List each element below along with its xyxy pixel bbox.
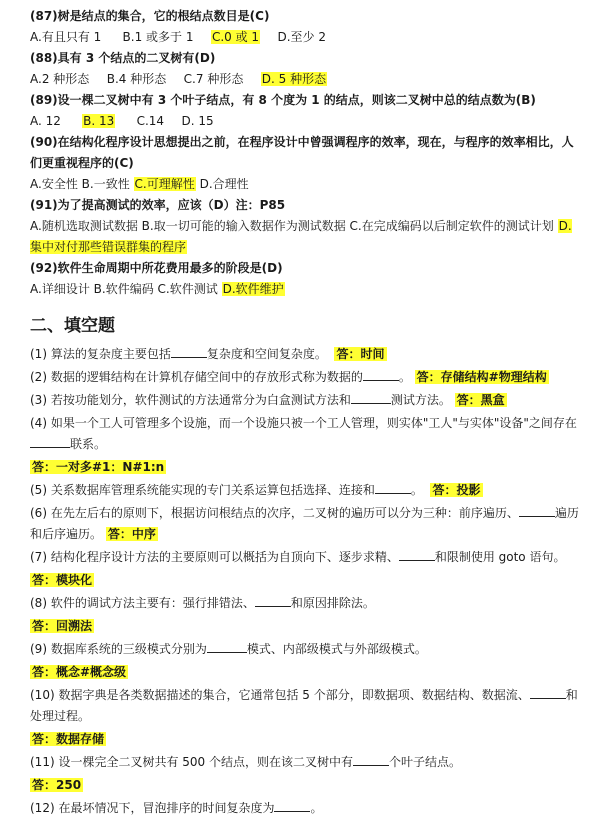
option-a: A.详细设计 (30, 282, 90, 296)
question-92: (92)软件生命周期中所花费用最多的阶段是(D) (30, 261, 283, 275)
answer-blank (399, 547, 435, 561)
option-a: A.有且只有 1 (30, 30, 102, 44)
option-a: A.安全性 (30, 177, 78, 191)
option-c: C.14 (136, 114, 165, 128)
options-91 (30, 216, 582, 258)
fill-question-8 (30, 593, 582, 614)
option-b: B.取一切可能的输入数据作为测试数据 (141, 219, 346, 233)
option-b: B.一致性 (81, 177, 130, 191)
answer-blank (30, 434, 70, 448)
question-text-tail: 。 (398, 370, 411, 384)
answer-label: 答：数据存储 (32, 732, 105, 746)
question-text: (10) 数据字典是各类数据描述的集合，它通常包括 5 个部分，即数据项、数据结构、数据流、 (30, 688, 530, 702)
answer-blank (351, 390, 391, 404)
answer-label: 答：投影 (432, 483, 481, 497)
question-text-tail: 个叶子结点。 (388, 755, 461, 769)
question-text: (11) 设一棵完全二叉树共有 500 个结点，则在该二叉树中有 (30, 755, 353, 769)
answer-label: 答：黑盒 (456, 393, 505, 407)
question-text-tail: 。 (310, 801, 323, 815)
question-text: (6) 在先左后右的原则下，根据访问根结点的次序，二叉树的遍历可以分为三种：前序遍历、 (30, 506, 519, 520)
option-a: A.随机选取测试数据 (30, 219, 138, 233)
question-87: (87)树是结点的集合，它的根结点数目是(C) (30, 9, 270, 23)
question-text-tail: 遍历和后序遍历。 (30, 506, 579, 541)
question-text-tail: 测试方法。 (390, 393, 451, 407)
answer-blank (519, 503, 555, 517)
options-88 (30, 69, 582, 90)
answer-row-4 (30, 457, 582, 478)
option-a: A. 12 (30, 114, 61, 128)
fill-question-2 (30, 367, 582, 388)
fill-question-3 (30, 390, 582, 411)
question-text: (5) 关系数据库管理系统能实现的专门关系运算包括选择、连接和 (30, 483, 375, 497)
option-d-answer: D.软件维护 (222, 282, 284, 296)
question-text-tail: 联系。 (70, 437, 107, 451)
options-92 (30, 279, 582, 300)
question-91: (91)为了提高测试的效率，应该（D）注：P85 (30, 198, 286, 212)
answer-row-7 (30, 570, 582, 591)
question-text: (4) 如果一个工人可管理多个设施，而一个设施只被一个工人管理，则实体"工人"与实体"设备"之间存在 (30, 416, 577, 430)
option-c: C.软件测试 (157, 282, 218, 296)
answer-label: 答：中序 (107, 527, 156, 541)
option-b: B.1 或多于 1 (122, 30, 194, 44)
question-text: (2) 数据的逻辑结构在计算机存储空间中的存放形式称为数据的 (30, 370, 363, 384)
answer-blank (530, 685, 566, 699)
answer-label: 答：一对多#1：N#1:n (32, 460, 165, 474)
question-text: (12) 在最坏情况下，冒泡排序的时间复杂度为 (30, 801, 275, 815)
option-b: B.软件编码 (93, 282, 154, 296)
option-b-answer: B. 13 (83, 114, 115, 128)
section-title: 二、填空题 (30, 316, 115, 336)
options-89 (30, 111, 582, 132)
answer-blank (375, 480, 411, 494)
answer-row-8 (30, 616, 582, 637)
question-text-tail: 和处理过程。 (30, 688, 578, 723)
option-d: D.至少 2 (277, 30, 326, 44)
option-d: D. 15 (181, 114, 214, 128)
question-89: (89)设一棵二叉树中有 3 个叶子结点，有 8 个度为 1 的结点，则该二叉树中总的结点数为(B) (30, 93, 536, 107)
fill-question-5 (30, 480, 582, 501)
answer-row-11 (30, 775, 582, 796)
answer-label: 答：模块化 (32, 573, 93, 587)
option-c-answer: C.0 或 1 (211, 30, 260, 44)
answer-blank (255, 593, 291, 607)
option-d: D.合理性 (199, 177, 249, 191)
question-text: (9) 数据库系统的三级模式分别为 (30, 642, 207, 656)
question-text: (7) 结构化程序设计方法的主要原则可以概括为自顶向下、逐步求精、 (30, 550, 399, 564)
answer-row-10 (30, 729, 582, 750)
fill-question-1 (30, 344, 582, 365)
fill-question-4 (30, 413, 582, 455)
answer-blank (353, 752, 389, 766)
fill-question-10 (30, 685, 582, 727)
answer-blank (363, 367, 399, 381)
question-text: (3) 若按功能划分，软件测试的方法通常分为白盒测试方法和 (30, 393, 351, 407)
option-a: A.2 种形态 (30, 72, 90, 86)
option-b: B.4 种形态 (106, 72, 167, 86)
option-d-answer: D. 5 种形态 (261, 72, 327, 86)
question-text-tail: 模式、内部级模式与外部级模式。 (246, 642, 427, 656)
option-d-answer: D.集中对付那些错误群集的程序 (30, 219, 572, 254)
question-text-tail: 和原因排除法。 (290, 596, 375, 610)
options-90 (30, 174, 582, 195)
option-c: C.在完成编码以后制定软件的测试计划 (349, 219, 554, 233)
question-90: (90)在结构化程序设计思想提出之前，在程序设计中曾强调程序的效率，现在，与程序的效率相比，人们更重视程序的(C) (30, 135, 574, 170)
fill-question-7 (30, 547, 582, 568)
answer-label: 答：250 (32, 778, 82, 792)
answer-blank (274, 798, 310, 812)
question-text: (8) 软件的调试方法主要有：强行排错法、 (30, 596, 255, 610)
question-text: (1) 算法的复杂度主要包括 (30, 347, 171, 361)
answer-blank (207, 639, 247, 653)
option-c-answer: C.可理解性 (134, 177, 195, 191)
fill-question-11 (30, 752, 582, 773)
fill-question-12 (30, 798, 582, 819)
question-88: (88)具有 3 个结点的二叉树有(D) (30, 51, 216, 65)
answer-label: 答：回溯法 (32, 619, 93, 633)
option-c: C.7 种形态 (183, 72, 244, 86)
question-text-tail: 和限制使用 goto 语句。 (434, 550, 566, 564)
answer-row-9 (30, 662, 582, 683)
fill-question-6 (30, 503, 582, 545)
document-page (30, 6, 582, 819)
answer-blank (171, 344, 207, 358)
options-87 (30, 27, 582, 48)
answer-label: 答：时间 (336, 347, 385, 361)
answer-label: 答：存储结构#物理结构 (416, 370, 547, 384)
question-text-tail: 复杂度和空间复杂度。 (206, 347, 327, 361)
answer-label: 答：概念#概念级 (32, 665, 127, 679)
fill-question-9 (30, 639, 582, 660)
question-text-tail: 。 (410, 483, 423, 497)
